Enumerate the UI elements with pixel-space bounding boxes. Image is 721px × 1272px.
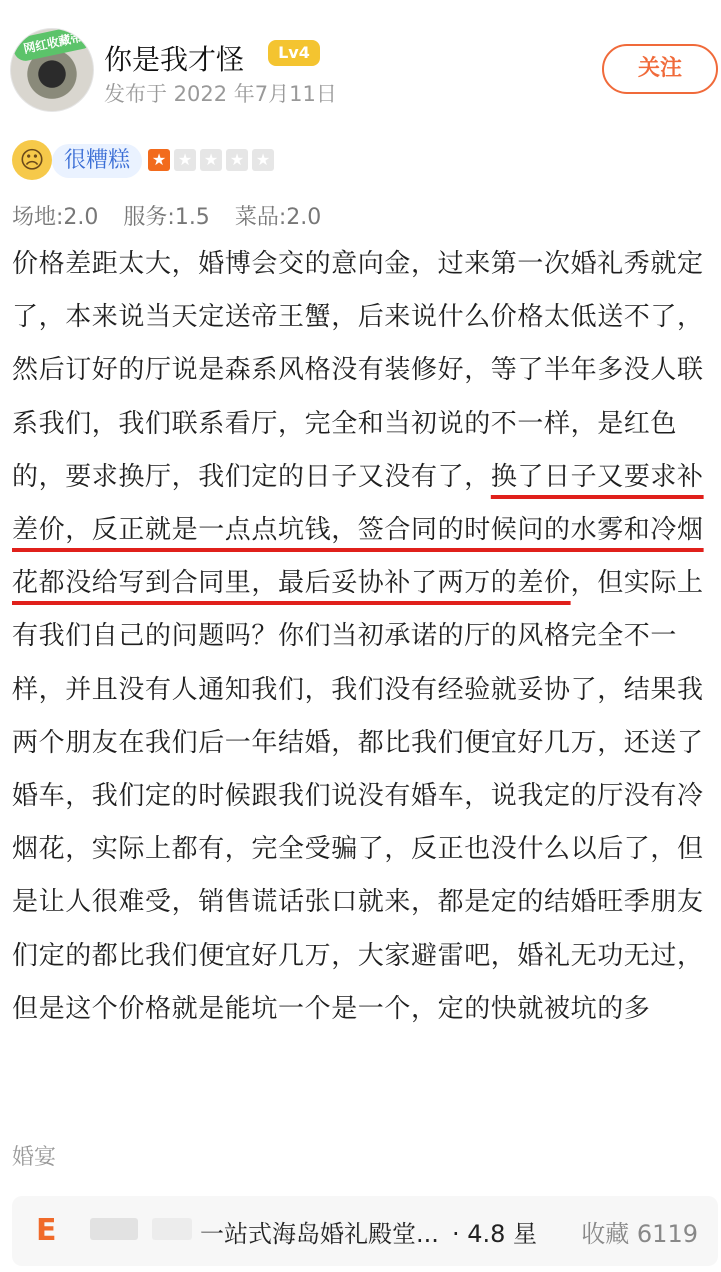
star-icon: ★ xyxy=(252,149,274,171)
user-avatar[interactable] xyxy=(10,28,94,112)
review-text-before: 价格差距太大，婚博会交的意向金，过来第一次婚礼秀就定了，本来说当天定送帝王蟹，后来说什么价格太低送不了，然后订好的厅说是森系风格没有装修好，等了半年多没人联系我们，我们联系看厅，完全和当初说的不一样，是红色的，要求换厅，我们定的日子又没有了， xyxy=(12,249,704,492)
avatar-badge: 网红收藏帝 xyxy=(11,28,94,63)
collect-count: 收藏 6119 xyxy=(581,1220,698,1248)
shop-card[interactable] xyxy=(12,1196,718,1266)
score-service: 服务:1.5 xyxy=(123,205,210,230)
review-text xyxy=(12,238,714,1036)
sub-scores xyxy=(12,200,339,231)
worried-face-icon: ☹ xyxy=(12,140,52,180)
rating-label: 很糟糕 xyxy=(52,144,142,178)
username[interactable]: 你是我才怪 xyxy=(104,43,245,76)
category-tag[interactable]: 婚宴 xyxy=(12,1145,57,1170)
review-text-after: ，但实际上有我们自己的问题吗？你们当初承诺的厅的风格完全不一样，并且没有人通知我们，我们没有经验就妥协了，结果我两个朋友在我们后一年结婚，都比我们便宜好几万，还送了婚车，我们定的时候跟我们说没有婚车，说我定的厅没有冷烟花，实际上都有，完全受骗了，反正也没什么以后了，但是让人很难受，销售谎话张口就来，都是定的结婚旺季朋友们定的都比我们便宜好几万，大家避雷吧，婚礼无功无过，但是这个价格就是能坑一个是一个，定的快就被坑的多 xyxy=(12,568,704,1024)
shop-logo-icon: Ε xyxy=(36,1213,57,1248)
score-venue: 场地:2.0 xyxy=(12,205,99,230)
shop-name: 一站式海岛婚礼殿堂... xyxy=(200,1220,439,1248)
publish-date: 发布于 2022 年7月11日 xyxy=(104,82,337,106)
star-rating xyxy=(148,149,278,173)
star-icon: ★ xyxy=(226,149,248,171)
level-badge: Lv4 xyxy=(268,40,320,66)
star-icon: ★ xyxy=(148,149,170,171)
rating-row xyxy=(12,140,412,180)
star-icon: ★ xyxy=(174,149,196,171)
blurred-text xyxy=(152,1218,192,1240)
star-icon: ★ xyxy=(200,149,222,171)
review-text-highlight: 换了日子又要求补差价，反正就是一点点坑钱，签合同的时候问的水雾和冷烟花都没给写到合同里，最后妥协补了两万的差价 xyxy=(12,461,704,599)
shop-rating: · 4.8 星 xyxy=(452,1220,538,1248)
score-dishes: 菜品:2.0 xyxy=(234,205,322,230)
blurred-text xyxy=(90,1218,138,1240)
review-header xyxy=(0,0,721,120)
follow-button[interactable]: 关注 xyxy=(602,44,718,94)
